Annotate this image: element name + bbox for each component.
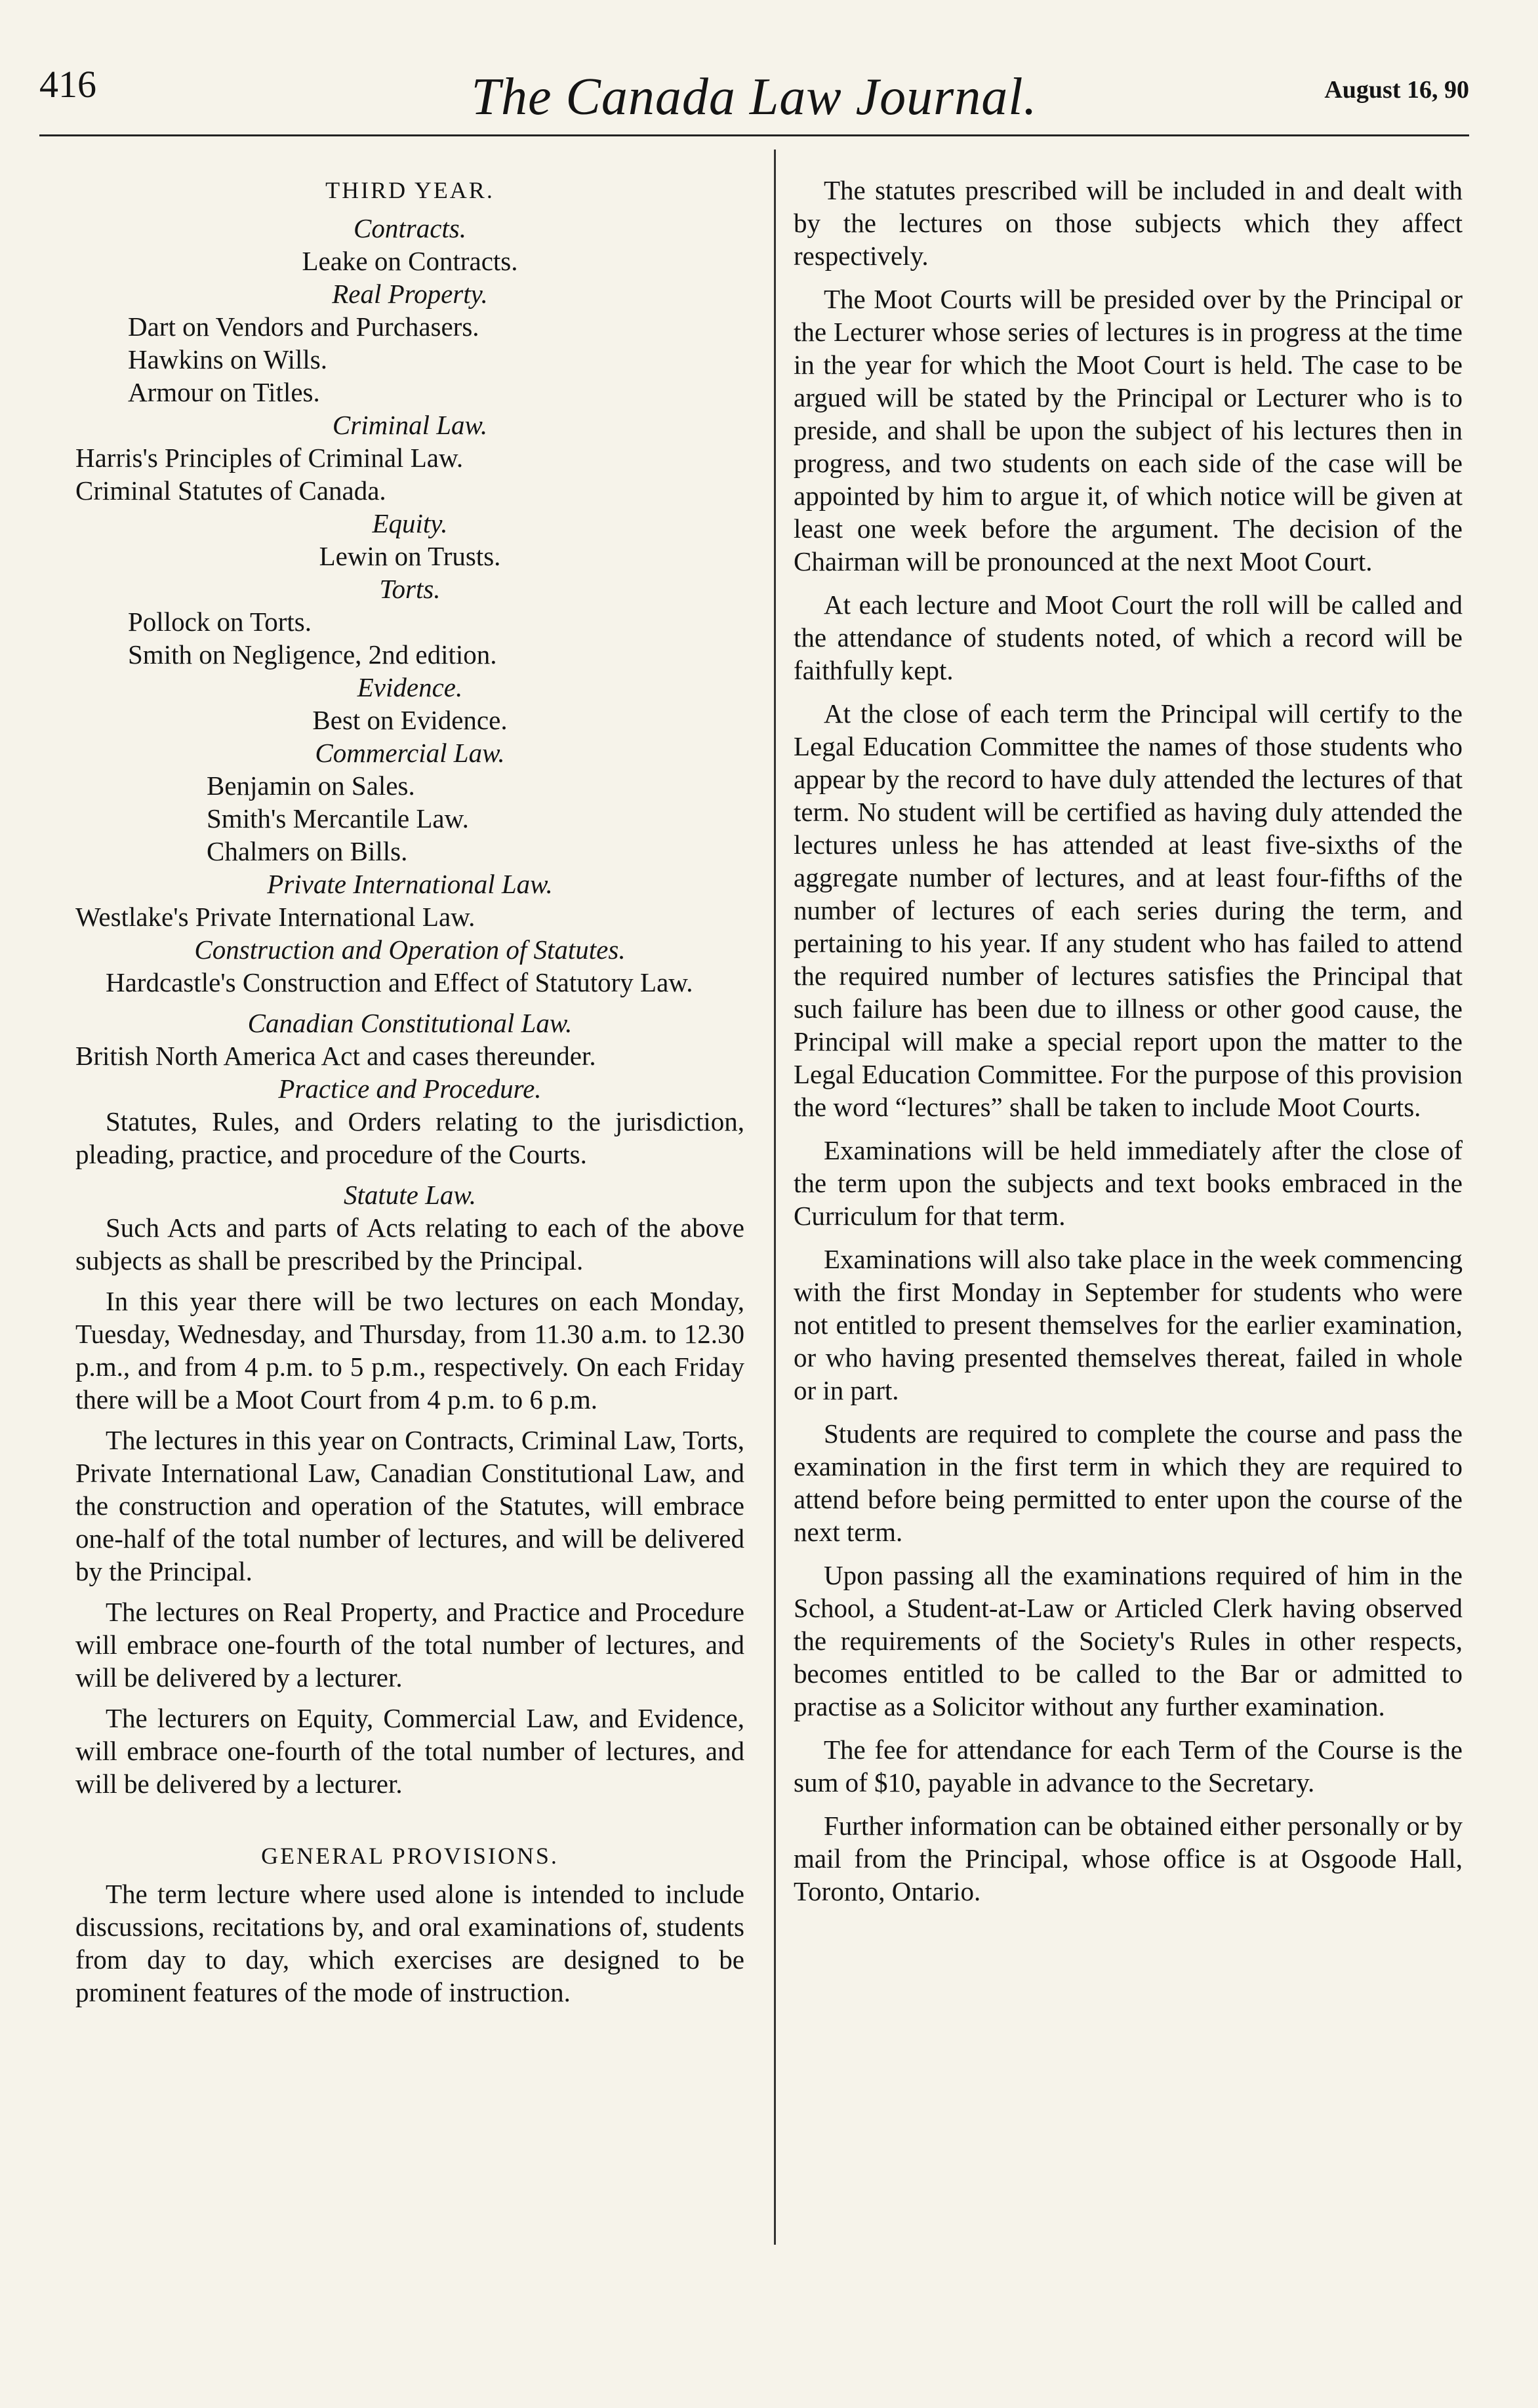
body-paragraph: The term lecture where used alone is intended to include discussions, recitations by, and oral examinations of, students from day to day, which exercises are designed to be prominent features of the mode of instruction. [75,1879,744,2007]
page-number: 416 [39,63,96,106]
body-paragraph: The lectures in this year on Contracts, Criminal Law, Torts, Private International Law, Canadian Constitutional Law, and the construction and operation of the Statutes, will embrace one-half of the total number of lectures, and will be delivered by the Principal. [75,1425,744,1586]
textbook-line: Pollock on Torts. [128,607,312,637]
textbook-line: Smith's Mercantile Law. [207,803,469,833]
textbook-line: Hardcastle's Construction and Effect of Statutory Law. [106,967,693,997]
section-heading-third-year: THIRD YEAR. [325,177,495,203]
textbook-line: Benjamin on Sales. [207,771,415,801]
textbook-line: Hawkins on Wills. [128,344,327,374]
textbook-line: Westlake's Private International Law. [75,902,476,932]
spacer [75,1808,744,1839]
textbook-line: Such Acts and parts of Acts relating to each of the above subjects as shall be prescribed by the Principal. [75,1213,744,1275]
body-paragraph: The lectures on Real Property, and Practice and Procedure will embrace one-fourth of the total number of lectures, and will be delivered by a lecturer. [75,1597,744,1693]
body-paragraph: The statutes prescribed will be included in and dealt with by the lectures on those subjects which they affect respectively. [794,175,1463,271]
body-paragraph: In this year there will be two lectures on each Monday, Tuesday, Wednesday, and Thursday, from 11.30 a.m. to 12.30 p.m., and from 4 p.m. to 5 p.m., respectively. On each Friday there will be a Moot Court from 4 p.m. to 6 p.m. [75,1286,744,1415]
subject-heading: Equity. [372,508,448,538]
body-paragraph: Upon passing all the examinations required of him in the School, a Student-at-Law or Articled Clerk having observed the requirements of the Society's Rules in other respects, becomes entitled to be called to the Bar or admitted to practise as a Solicitor without any further examination. [794,1560,1463,1721]
subject-heading: Construction and Operation of Statutes. [194,934,626,965]
body-paragraph: Students are required to complete the course and pass the examination in the first term in which they are required to attend before being permitted to enter upon the course of the next term. [794,1418,1463,1547]
textbook-line: Criminal Statutes of Canada. [75,475,386,506]
textbook-line: Dart on Vendors and Purchasers. [128,311,479,342]
left-column [75,174,744,2017]
textbook-line: Smith on Negligence, 2nd edition. [128,639,497,670]
textbook-line: Armour on Titles. [128,377,320,407]
subject-heading: Canadian Constitutional Law. [247,1008,573,1038]
body-paragraph: The fee for attendance for each Term of the Course is the sum of $10, payable in advance to the Secretary. [794,1735,1463,1797]
subject-heading: Statute Law. [344,1180,476,1210]
body-paragraph: Examinations will be held immediately after the close of the term upon the subjects and text books embraced in the Curriculum for that term. [794,1135,1463,1231]
subject-heading: Private International Law. [267,869,553,899]
issue-date: August 16, 90 [1324,76,1469,104]
body-paragraph: Examinations will also take place in the week commencing with the first Monday in September for students who were not entitled to present themselves for the earlier examination, or who having presented themselves thereat, failed in whole or in part. [794,1244,1463,1405]
subject-heading: Practice and Procedure. [278,1074,542,1104]
textbook-line: British North America Act and cases thereunder. [75,1041,596,1071]
column-divider [774,150,776,2245]
journal-title: The Canada Law Journal. [471,68,1038,126]
subject-heading: Commercial Law. [315,738,505,768]
textbook-line: Harris's Principles of Criminal Law. [75,443,464,473]
textbook-line: Lewin on Trusts. [319,541,501,571]
subject-heading: Contracts. [354,213,466,243]
header-rule [39,134,1469,136]
textbook-line: Chalmers on Bills. [207,836,408,866]
body-paragraph: Further information can be obtained either personally or by mail from the Principal, whose office is at Osgoode Hall, Toronto, Ontario. [794,1811,1463,1906]
body-paragraph: At the close of each term the Principal will certify to the Legal Education Committee the names of those students who appear by the record to have duly attended the lectures of that term. No student will be certified as having duly attended the lectures unless he has attended at least five-sixths of the aggregate number of lectures, and at least four-fifths of the number of lectures of each series during the term, and pertaining to his year. If any student who has failed to attend the required number of lectures satisfies the Principal that such failure has been due to illness or other good cause, the Principal will make a special report upon the matter to the Legal Education Committee. For the purpose of this provision the word “lectures” shall be taken to include Moot Courts. [794,698,1463,1122]
page-header [39,62,1469,134]
body-paragraph: The Moot Courts will be presided over by the Principal or the Lecturer whose series of lectures is in progress at the time in the year for which the Moot Court is held. The case to be argued will be stated by the Principal or Lecturer who is to preside, and shall be upon the subject of his lectures then in progress, and two students on each side of the case will be appointed by him to argue it, of which notice will be given at least one week before the argument. The decision of the Chairman will be pronounced at the next Moot Court. [794,284,1463,576]
body-paragraph: At each lecture and Moot Court the roll will be called and the attendance of students noted, of which a record will be faithfully kept. [794,590,1463,685]
textbook-line: Statutes, Rules, and Orders relating to the jurisdiction, pleading, practice, and procedure of the Courts. [75,1106,744,1169]
section-heading-general-provisions: GENERAL PROVISIONS. [261,1843,559,1869]
textbook-line: Best on Evidence. [312,705,508,735]
subject-heading: Torts. [379,574,441,604]
subject-heading: Criminal Law. [332,410,488,440]
subject-heading: Evidence. [357,672,463,702]
textbook-line: Leake on Contracts. [302,246,518,276]
subject-heading: Real Property. [332,279,488,309]
body-paragraph: The lecturers on Equity, Commercial Law, and Evidence, will embrace one-fourth of the total number of lectures, and will be delivered by a lecturer. [75,1703,744,1799]
right-column [794,174,1463,1918]
